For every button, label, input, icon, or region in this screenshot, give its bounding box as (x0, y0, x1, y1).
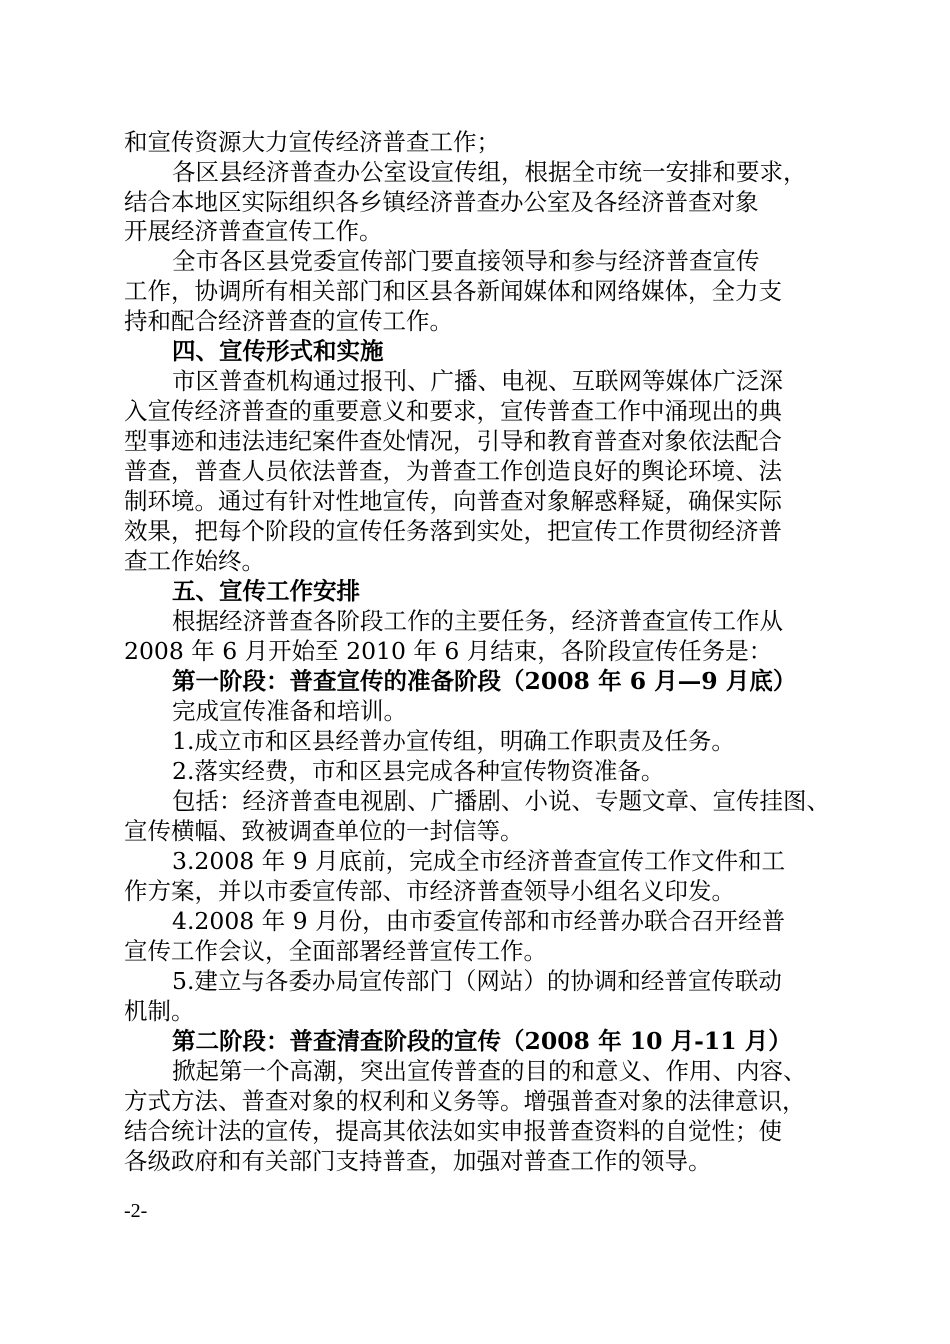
section-heading: 五、宣传工作安排 (172, 577, 360, 605)
text-line: 效果，把每个阶段的宣传任务落到实处，把宣传工作贯彻经济普 (124, 517, 782, 545)
text-line: 掀起第一个高潮，突出宣传普查的目的和意义、作用、内容、 (172, 1057, 807, 1085)
text-line: 机制。 (124, 997, 195, 1025)
text-line: 各区县经济普查办公室设宣传组，根据全市统一安排和要求， (172, 158, 807, 186)
text-line: 入宣传经济普查的重要意义和要求，宣传普查工作中涌现出的典 (124, 397, 782, 425)
text-line: 3.2008 年 9 月底前，完成全市经济普查宣传工作文件和工 (172, 847, 786, 875)
text-line: 方式方法、普查对象的权利和义务等。增强普查对象的法律意识， (124, 1087, 806, 1115)
text-line: 宣传横幅、致被调查单位的一封信等。 (124, 817, 524, 845)
text-line: 型事迹和违法违纪案件查处情况，引导和教育普查对象依法配合 (124, 427, 782, 455)
text-line: 5.建立与各委办局宣传部门（网站）的协调和经普宣传联动 (172, 967, 782, 995)
text-line: 完成宣传准备和培训。 (172, 697, 407, 725)
text-line: 2.落实经费，市和区县完成各种宣传物资准备。 (172, 757, 665, 785)
text-line: 制环境。通过有针对性地宣传，向普查对象解惑释疑，确保实际 (124, 487, 782, 515)
stage-heading: 第二阶段：普查清查阶段的宣传（2008 年 10 月-11 月） (172, 1027, 792, 1055)
section-heading: 四、宣传形式和实施 (172, 337, 384, 365)
text-line: 结合统计法的宣传，提高其依法如实申报普查资料的自觉性；使 (124, 1117, 782, 1145)
text-line: 2008 年 6 月开始至 2010 年 6 月结束，各阶段宣传任务是： (124, 637, 773, 665)
text-line: 普查，普查人员依法普查，为普查工作创造良好的舆论环境、法 (124, 457, 782, 485)
text-line: 工作，协调所有相关部门和区县各新闻媒体和网络媒体，全力支 (124, 277, 782, 305)
text-line: 和宣传资源大力宣传经济普查工作； (124, 128, 500, 156)
text-line: 查工作始终。 (124, 547, 265, 575)
text-line: 各级政府和有关部门支持普查，加强对普查工作的领导。 (124, 1147, 712, 1175)
text-line: 包括：经济普查电视剧、广播剧、小说、专题文章、宣传挂图、 (172, 787, 830, 815)
text-line: 宣传工作会议，全面部署经普宣传工作。 (124, 937, 547, 965)
page-number: -2- (124, 1200, 148, 1222)
text-line: 根据经济普查各阶段工作的主要任务，经济普查宣传工作从 (172, 607, 783, 635)
text-line: 开展经济普查宣传工作。 (124, 217, 383, 245)
text-line: 市区普查机构通过报刊、广播、电视、互联网等媒体广泛深 (172, 367, 783, 395)
text-line: 结合本地区实际组织各乡镇经济普查办公室及各经济普查对象 (124, 188, 759, 216)
text-line: 持和配合经济普查的宣传工作。 (124, 307, 453, 335)
text-line: 4.2008 年 9 月份，由市委宣传部和市经普办联合召开经普 (172, 907, 786, 935)
text-line: 全市各区县党委宣传部门要直接领导和参与经济普查宣传 (172, 247, 760, 275)
text-line: 作方案，并以市委宣传部、市经济普查领导小组名义印发。 (124, 877, 735, 905)
text-line: 1.成立市和区县经普办宣传组，明确工作职责及任务。 (172, 727, 735, 755)
stage-heading: 第一阶段：普查宣传的准备阶段（2008 年 6 月—9 月底） (172, 667, 797, 695)
